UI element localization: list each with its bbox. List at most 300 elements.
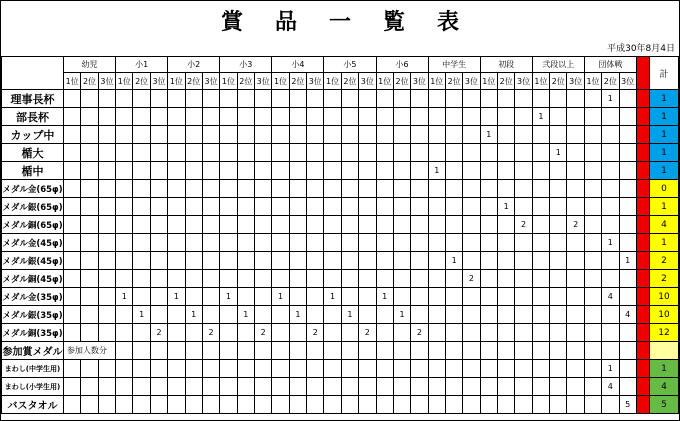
value-cell <box>550 198 567 216</box>
value-cell <box>376 126 393 144</box>
value-cell <box>515 324 532 342</box>
value-cell <box>220 144 237 162</box>
value-cell <box>289 324 306 342</box>
total-cell: 1 <box>650 162 679 180</box>
value-cell <box>584 234 601 252</box>
value-cell <box>133 90 150 108</box>
value-cell <box>376 198 393 216</box>
value-cell <box>532 270 549 288</box>
value-cell <box>324 234 341 252</box>
value-cell <box>324 342 341 360</box>
value-cell <box>480 360 497 378</box>
value-cell <box>289 252 306 270</box>
value-cell <box>602 162 619 180</box>
group-header: 小6 <box>376 57 428 73</box>
value-cell <box>272 324 289 342</box>
total-cell: 12 <box>650 324 679 342</box>
value-cell <box>341 162 358 180</box>
value-cell <box>202 126 219 144</box>
value-cell <box>81 162 98 180</box>
value-cell <box>515 342 532 360</box>
value-cell <box>272 360 289 378</box>
value-cell <box>359 270 376 288</box>
red-cell <box>636 108 649 126</box>
value-cell <box>289 360 306 378</box>
value-cell <box>463 378 480 396</box>
value-cell <box>116 162 133 180</box>
value-cell <box>393 108 410 126</box>
place-header: 2位 <box>498 73 515 90</box>
value-cell: 1 <box>116 288 133 306</box>
value-cell <box>480 324 497 342</box>
value-cell <box>307 90 324 108</box>
value-cell <box>376 180 393 198</box>
value-cell <box>202 180 219 198</box>
value-cell <box>359 342 376 360</box>
value-cell <box>359 216 376 234</box>
value-cell <box>168 126 185 144</box>
value-cell <box>463 144 480 162</box>
value-cell <box>445 270 462 288</box>
value-cell <box>550 90 567 108</box>
value-cell <box>289 378 306 396</box>
value-cell <box>341 144 358 162</box>
value-cell <box>307 216 324 234</box>
value-cell <box>220 270 237 288</box>
value-cell <box>619 198 636 216</box>
prize-row <box>2 126 679 144</box>
value-cell <box>584 108 601 126</box>
value-cell <box>220 306 237 324</box>
place-header: 1位 <box>584 73 601 90</box>
value-cell <box>532 90 549 108</box>
value-cell <box>393 252 410 270</box>
value-cell <box>63 216 80 234</box>
value-cell <box>307 108 324 126</box>
value-cell <box>376 216 393 234</box>
value-cell <box>98 306 115 324</box>
value-cell <box>81 180 98 198</box>
value-cell <box>411 306 428 324</box>
total-header: 計 <box>650 57 679 90</box>
row-label: メダル銅(65φ) <box>2 216 64 234</box>
value-cell <box>133 144 150 162</box>
row-label: 部長杯 <box>2 108 64 126</box>
value-cell <box>116 198 133 216</box>
value-cell <box>168 324 185 342</box>
value-cell <box>202 342 219 360</box>
red-cell <box>636 180 649 198</box>
value-cell <box>602 108 619 126</box>
value-cell <box>428 90 445 108</box>
value-cell <box>185 180 202 198</box>
total-cell: 0 <box>650 180 679 198</box>
value-cell <box>411 162 428 180</box>
value-cell <box>428 288 445 306</box>
value-cell <box>393 360 410 378</box>
value-cell <box>498 90 515 108</box>
value-cell <box>150 90 167 108</box>
value-cell <box>150 126 167 144</box>
value-cell <box>307 252 324 270</box>
value-cell <box>133 396 150 414</box>
value-cell <box>150 252 167 270</box>
title-char: 一 <box>328 10 351 35</box>
value-cell <box>63 234 80 252</box>
value-cell <box>393 378 410 396</box>
value-cell <box>619 162 636 180</box>
value-cell <box>272 144 289 162</box>
value-cell <box>289 198 306 216</box>
value-cell <box>150 378 167 396</box>
value-cell <box>411 396 428 414</box>
value-cell <box>150 360 167 378</box>
value-cell <box>445 288 462 306</box>
value-cell <box>81 270 98 288</box>
title-char: 表 <box>437 10 460 35</box>
value-cell <box>220 252 237 270</box>
value-cell <box>254 198 271 216</box>
value-cell <box>98 162 115 180</box>
total-cell: 1 <box>650 234 679 252</box>
value-cell <box>98 378 115 396</box>
red-column-header <box>636 57 649 90</box>
value-cell <box>289 288 306 306</box>
value-cell <box>602 198 619 216</box>
place-header: 1位 <box>272 73 289 90</box>
value-cell <box>168 306 185 324</box>
value-cell <box>168 270 185 288</box>
row-label: メダル金(35φ) <box>2 288 64 306</box>
value-cell <box>428 270 445 288</box>
red-cell <box>636 126 649 144</box>
value-cell <box>602 270 619 288</box>
total-cell: 1 <box>650 144 679 162</box>
place-header: 2位 <box>393 73 410 90</box>
title-char: 賞 <box>220 10 243 35</box>
value-cell <box>81 360 98 378</box>
value-cell <box>602 306 619 324</box>
value-cell <box>220 342 237 360</box>
value-cell <box>185 324 202 342</box>
value-cell <box>550 324 567 342</box>
value-cell <box>341 126 358 144</box>
value-cell <box>237 162 254 180</box>
title-char: 覧 <box>383 10 406 35</box>
value-cell <box>168 252 185 270</box>
value-cell <box>272 180 289 198</box>
red-cell <box>636 306 649 324</box>
value-cell: 1 <box>324 288 341 306</box>
value-cell <box>341 180 358 198</box>
value-cell <box>445 396 462 414</box>
value-cell <box>515 378 532 396</box>
value-cell <box>324 324 341 342</box>
value-cell <box>237 198 254 216</box>
place-header: 3位 <box>98 73 115 90</box>
prize-row <box>2 108 679 126</box>
value-cell <box>98 90 115 108</box>
value-cell <box>463 324 480 342</box>
value-cell <box>185 378 202 396</box>
value-cell <box>272 378 289 396</box>
value-cell <box>359 180 376 198</box>
value-cell: 1 <box>341 306 358 324</box>
place-header: 1位 <box>324 73 341 90</box>
value-cell <box>185 108 202 126</box>
value-cell <box>185 162 202 180</box>
value-cell <box>359 108 376 126</box>
prize-row <box>2 198 679 216</box>
value-cell <box>445 324 462 342</box>
value-cell: 1 <box>498 198 515 216</box>
value-cell <box>133 180 150 198</box>
value-cell <box>532 342 549 360</box>
value-cell <box>393 126 410 144</box>
prize-row <box>2 216 679 234</box>
value-cell <box>116 126 133 144</box>
value-cell <box>567 144 584 162</box>
value-cell: 1 <box>602 360 619 378</box>
value-cell <box>150 306 167 324</box>
value-cell <box>150 396 167 414</box>
prize-row <box>2 90 679 108</box>
value-cell <box>98 198 115 216</box>
value-cell <box>272 342 289 360</box>
value-cell <box>220 324 237 342</box>
value-cell <box>359 126 376 144</box>
red-cell <box>636 342 649 360</box>
place-header: 2位 <box>550 73 567 90</box>
value-cell <box>463 180 480 198</box>
red-cell <box>636 270 649 288</box>
value-cell <box>254 234 271 252</box>
value-cell <box>393 270 410 288</box>
value-cell <box>81 324 98 342</box>
value-cell <box>237 360 254 378</box>
red-cell <box>636 288 649 306</box>
value-cell: 1 <box>376 288 393 306</box>
value-cell <box>341 90 358 108</box>
value-cell <box>498 216 515 234</box>
value-cell <box>81 378 98 396</box>
value-cell <box>307 270 324 288</box>
value-cell <box>254 180 271 198</box>
value-cell <box>150 288 167 306</box>
place-header: 1位 <box>480 73 497 90</box>
value-cell <box>498 396 515 414</box>
value-cell <box>202 360 219 378</box>
value-cell <box>185 342 202 360</box>
value-cell <box>202 108 219 126</box>
value-cell <box>515 126 532 144</box>
value-cell <box>202 378 219 396</box>
value-cell <box>463 288 480 306</box>
place-header: 2位 <box>289 73 306 90</box>
value-cell <box>116 108 133 126</box>
value-cell <box>480 378 497 396</box>
value-cell: 5 <box>619 396 636 414</box>
value-cell <box>359 144 376 162</box>
value-cell <box>237 342 254 360</box>
value-cell <box>307 126 324 144</box>
red-cell <box>636 360 649 378</box>
value-cell <box>584 342 601 360</box>
value-cell <box>185 144 202 162</box>
value-cell <box>341 360 358 378</box>
value-cell <box>411 108 428 126</box>
value-cell <box>498 324 515 342</box>
value-cell <box>63 396 80 414</box>
value-cell <box>359 252 376 270</box>
value-cell <box>133 342 150 360</box>
value-cell <box>498 234 515 252</box>
value-cell <box>237 126 254 144</box>
value-cell <box>584 216 601 234</box>
value-cell <box>445 360 462 378</box>
value-cell <box>428 360 445 378</box>
place-header: 2位 <box>185 73 202 90</box>
value-cell <box>411 342 428 360</box>
value-cell <box>428 144 445 162</box>
red-cell <box>636 378 649 396</box>
value-cell <box>324 396 341 414</box>
value-cell <box>185 216 202 234</box>
value-cell <box>98 288 115 306</box>
value-cell <box>289 270 306 288</box>
value-cell <box>567 288 584 306</box>
value-cell <box>411 90 428 108</box>
value-cell <box>532 162 549 180</box>
value-cell: 2 <box>411 324 428 342</box>
value-cell <box>63 162 80 180</box>
value-cell <box>550 216 567 234</box>
value-cell <box>254 90 271 108</box>
prize-row <box>2 270 679 288</box>
place-header: 3位 <box>619 73 636 90</box>
total-cell: 5 <box>650 396 679 414</box>
value-cell <box>168 108 185 126</box>
value-cell <box>307 198 324 216</box>
value-cell <box>498 162 515 180</box>
value-cell <box>619 270 636 288</box>
value-cell <box>98 270 115 288</box>
row-label: まわし(小学生用) <box>2 378 64 396</box>
value-cell: 1 <box>237 306 254 324</box>
value-cell <box>567 90 584 108</box>
row-label: メダル銀(45φ) <box>2 252 64 270</box>
value-cell <box>428 378 445 396</box>
value-cell <box>428 198 445 216</box>
value-cell <box>376 324 393 342</box>
value-cell: 2 <box>359 324 376 342</box>
value-cell <box>324 252 341 270</box>
total-cell: 2 <box>650 252 679 270</box>
value-cell <box>289 180 306 198</box>
value-cell <box>411 288 428 306</box>
value-cell <box>463 216 480 234</box>
value-cell <box>619 324 636 342</box>
value-cell <box>445 90 462 108</box>
value-cell <box>411 216 428 234</box>
value-cell: 1 <box>289 306 306 324</box>
value-cell <box>202 234 219 252</box>
value-cell <box>185 198 202 216</box>
value-cell <box>463 198 480 216</box>
row-label: 楯大 <box>2 144 64 162</box>
row-label: 参加賞メダル <box>2 342 64 360</box>
place-header: 2位 <box>445 73 462 90</box>
value-cell <box>81 252 98 270</box>
value-cell <box>602 342 619 360</box>
value-cell <box>237 378 254 396</box>
value-cell <box>445 216 462 234</box>
value-cell <box>289 144 306 162</box>
value-cell <box>376 342 393 360</box>
value-cell <box>411 360 428 378</box>
value-cell <box>237 216 254 234</box>
value-cell <box>272 270 289 288</box>
value-cell: 4 <box>602 378 619 396</box>
value-cell <box>185 234 202 252</box>
value-cell <box>515 108 532 126</box>
value-cell <box>272 108 289 126</box>
red-cell <box>636 198 649 216</box>
value-cell <box>567 108 584 126</box>
value-cell <box>428 324 445 342</box>
value-cell <box>168 216 185 234</box>
value-cell <box>445 126 462 144</box>
value-cell: 2 <box>307 324 324 342</box>
value-cell <box>272 252 289 270</box>
value-cell <box>237 108 254 126</box>
value-cell <box>289 216 306 234</box>
red-cell <box>636 90 649 108</box>
place-header: 2位 <box>602 73 619 90</box>
value-cell <box>237 288 254 306</box>
value-cell <box>220 180 237 198</box>
value-cell <box>324 90 341 108</box>
value-cell <box>202 252 219 270</box>
value-cell <box>220 378 237 396</box>
value-cell <box>133 324 150 342</box>
value-cell <box>116 234 133 252</box>
value-cell <box>463 162 480 180</box>
value-cell <box>498 306 515 324</box>
value-cell <box>567 324 584 342</box>
value-cell <box>376 360 393 378</box>
value-cell <box>515 180 532 198</box>
value-cell <box>133 270 150 288</box>
value-cell <box>393 234 410 252</box>
value-cell <box>168 90 185 108</box>
value-cell: 1 <box>272 288 289 306</box>
value-cell <box>254 378 271 396</box>
row-label: メダル銀(65φ) <box>2 198 64 216</box>
value-cell: 4 <box>619 306 636 324</box>
value-cell <box>63 270 80 288</box>
value-cell <box>480 144 497 162</box>
place-header: 3位 <box>567 73 584 90</box>
value-cell <box>168 234 185 252</box>
value-cell <box>445 162 462 180</box>
prize-row <box>2 342 679 360</box>
value-cell <box>602 216 619 234</box>
title-char: 品 <box>274 10 297 35</box>
value-cell <box>480 306 497 324</box>
value-cell: 1 <box>480 126 497 144</box>
value-cell <box>237 144 254 162</box>
